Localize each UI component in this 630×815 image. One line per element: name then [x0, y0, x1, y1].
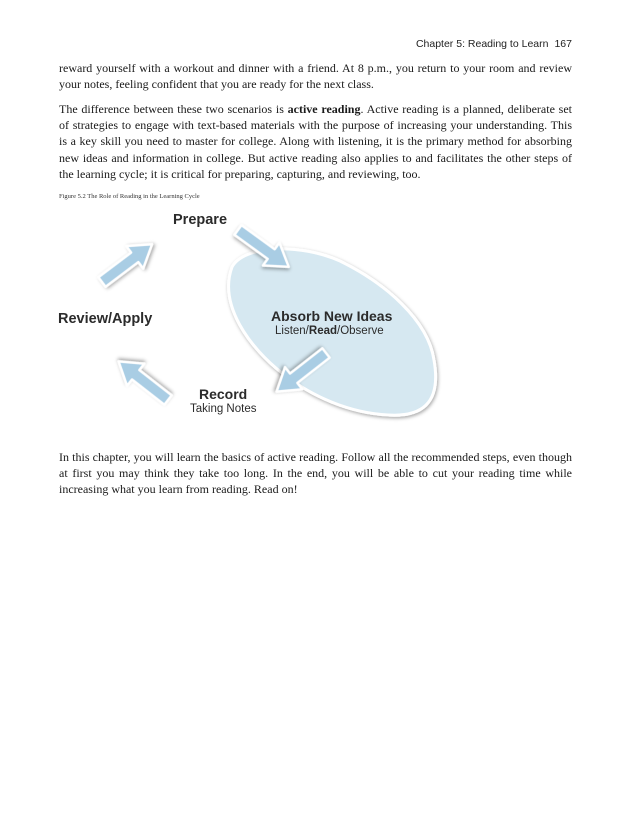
absorb-sub-read: Read	[308, 325, 338, 337]
review-apply-label: Review/Apply	[58, 311, 153, 327]
absorb-sub-part: Listen/	[275, 325, 309, 337]
paragraph-continuation: reward yourself with a workout and dinner with a friend. At 8 p.m., you return to your room and review your notes, feeling confident that you are ready for the next class.	[59, 61, 572, 92]
prepare-label: Prepare	[173, 212, 228, 228]
chapter-title: Chapter 5: Reading to Learn	[415, 38, 549, 50]
learning-cycle-figure	[50, 205, 450, 430]
paragraph-active-reading	[59, 101, 572, 182]
arrow-to-review-icon	[110, 350, 177, 411]
record-subtitle: Taking Notes	[190, 403, 257, 415]
arrow-to-prepare-icon	[94, 233, 161, 293]
paragraph-chapter-intro: In this chapter, you will learn the basics of active reading. Follow all the recommended steps, even though at first you may think they take too long. In the end, you will be able to cut your reading time while increasing what you learn from reading. Read on!	[59, 450, 572, 497]
key-term-active-reading: active reading	[287, 102, 361, 116]
paragraph-text: . Active reading is a planned, deliberate set of strategies to engage with text-based materials with the purpose of increasing your understanding. This is a key skill you need to master for college. Along with listening, it is the primary method for absorbing new ideas and information in college. But active reading also applies to and facilitates the other steps of the learning cycle; it is critical for preparing, capturing, and reviewing, too.	[59, 102, 572, 181]
learning-cycle-diagram	[50, 205, 450, 430]
paragraph-text: The difference between these two scenarios is	[59, 102, 288, 116]
record-label: Record	[199, 386, 248, 402]
running-header	[416, 38, 572, 50]
absorb-subtitle	[275, 325, 384, 337]
absorb-sub-part: /Observe	[337, 325, 384, 337]
figure-caption: Figure 5.2 The Role of Reading in the Learning Cycle	[59, 193, 200, 200]
page-number: 167	[554, 38, 572, 50]
absorb-title: Absorb New Ideas	[271, 308, 393, 324]
